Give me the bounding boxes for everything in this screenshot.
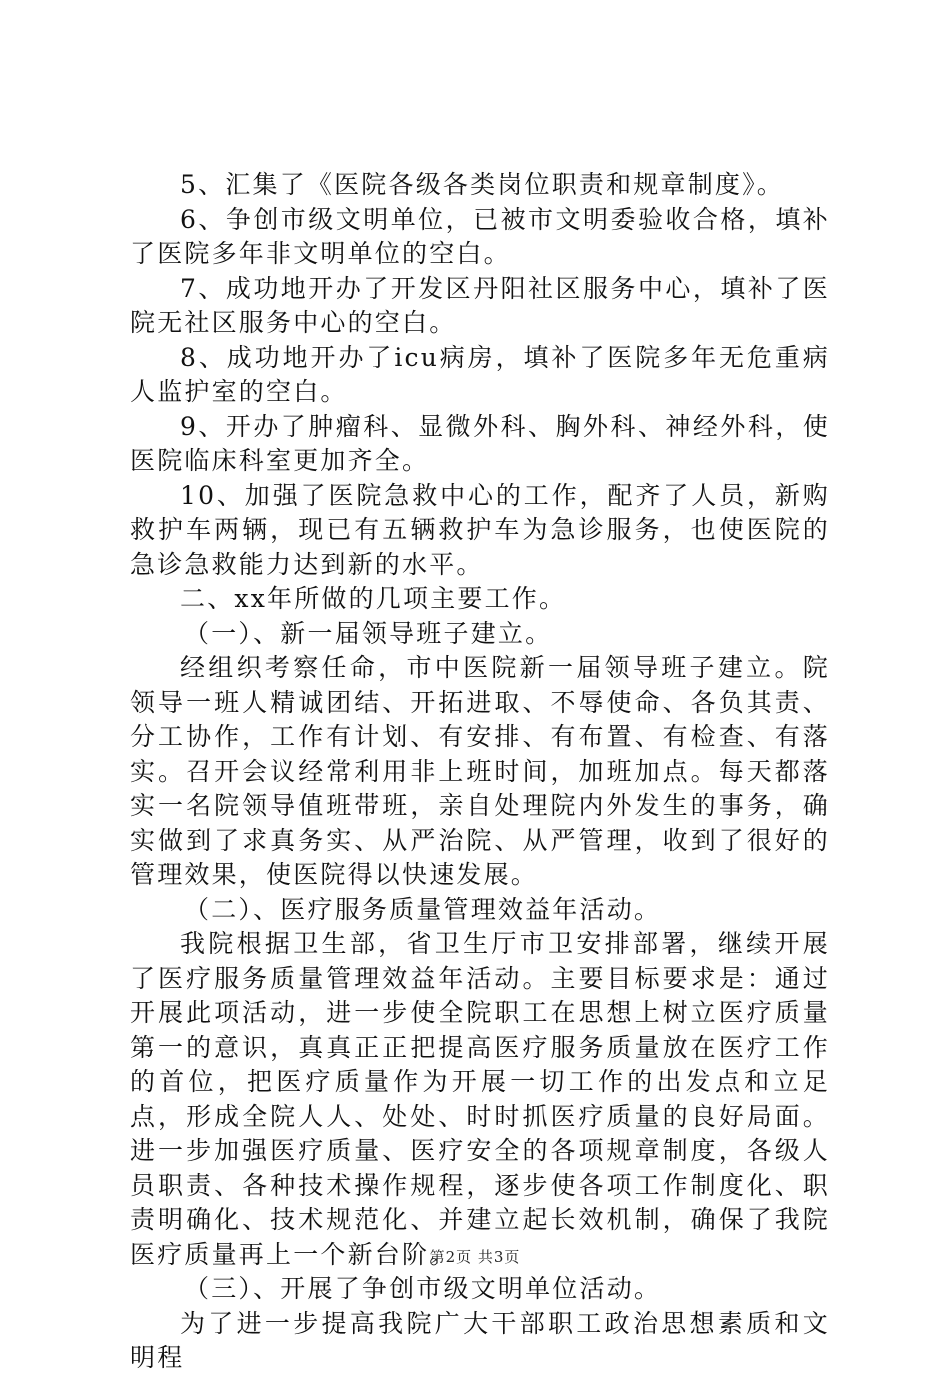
- subsection-heading-1: （一）、新一届领导班子建立。: [184, 618, 553, 648]
- document-body: [130, 168, 830, 1376]
- paragraph-civilization: 为了进一步提高我院广大干部职工政治思想素质和文明程: [130, 1308, 830, 1372]
- paragraph-item-8: 8、成功地开办了icu病房，填补了医院多年无危重病人监护室的空白。: [130, 342, 830, 406]
- paragraph-leadership: 经组织考察任命，市中医院新一届领导班子建立。院领导一班人精诚团结、开拓进取、不辱使命、各负其责、分工协作，工作有计划、有安排、有布置、有检查、有落实。召开会议经常利用非上班时间，加班加点。每天都落实一名院领导值班带班，亲自处理院内外发生的事务，确实做到了求真务实、从严治院、从严管理，收到了很好的管理效果，使医院得以快速发展。: [130, 653, 830, 889]
- paragraph-item-5: 5、汇集了《医院各级各类岗位职责和规章制度》。: [180, 170, 785, 199]
- paragraph-item-10: 10、加强了医院急救中心的工作，配齐了人员，新购救护车两辆，现已有五辆救护车为急诊服务，也使医院的急诊急救能力达到新的水平。: [130, 480, 830, 579]
- paragraph-quality: 我院根据卫生部，省卫生厅市卫安排部署，继续开展了医疗服务质量管理效益年活动。主要目标要求是：通过开展此项活动，进一步使全院职工在思想上树立医疗质量第一的意识，真真正正把提高医疗服务质量放在医疗工作的首位，把医疗质量作为开展一切工作的出发点和立足点，形成全院人人、处处、时时抓医疗质量的良好局面。进一步加强医疗质量、医疗安全的各项规章制度，各级人员职责、各种技术操作规程，逐步使各项工作制度化、职责明确化、技术规范化、并建立起长效机制，确保了我院医疗质量再上一个新台阶。: [130, 929, 830, 1269]
- subsection-heading-2: （二）、医疗服务质量管理效益年活动。: [184, 894, 662, 924]
- section-heading-2: 二、xx年所做的几项主要工作。: [180, 584, 567, 613]
- paragraph-item-6: 6、争创市级文明单位，已被市文明委验收合格，填补了医院多年非文明单位的空白。: [130, 204, 830, 268]
- page-number-footer: 第2页 共3页: [429, 1248, 521, 1266]
- paragraph-item-7: 7、成功地开办了开发区丹阳社区服务中心，填补了医院无社区服务中心的空白。: [130, 273, 830, 337]
- paragraph-item-9: 9、开办了肿瘤科、显微外科、胸外科、神经外科，使医院临床科室更加齐全。: [130, 411, 830, 475]
- subsection-heading-3: （三）、开展了争创市级文明单位活动。: [184, 1274, 662, 1303]
